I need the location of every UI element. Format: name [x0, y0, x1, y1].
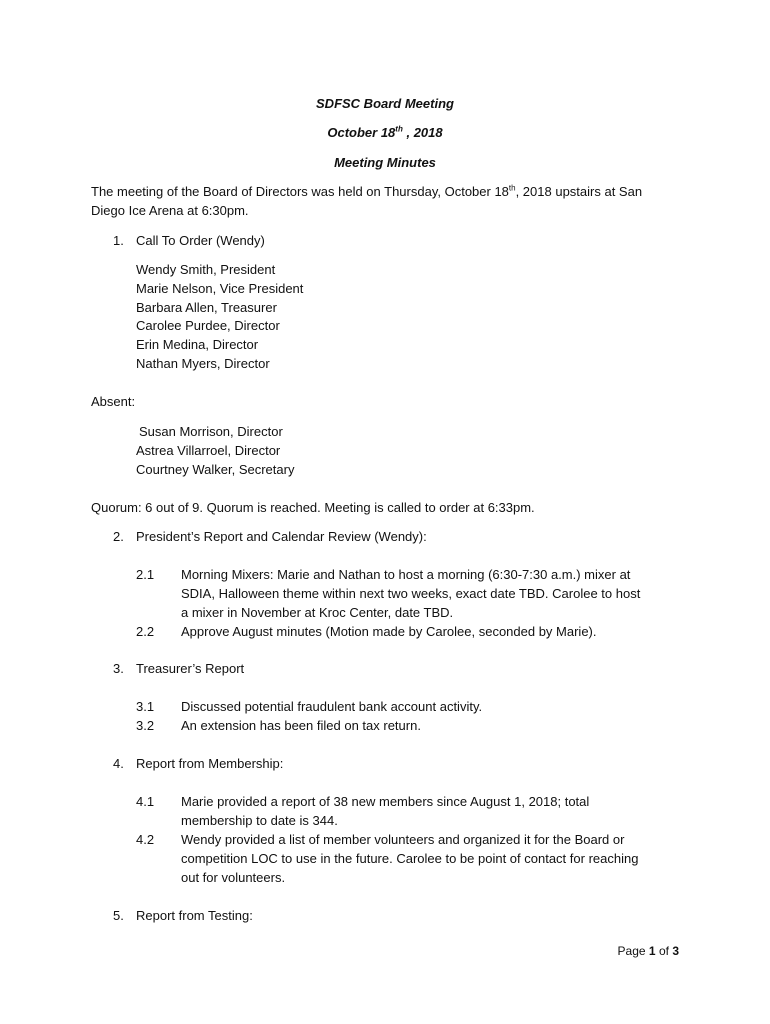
absent-label: Absent:	[91, 394, 136, 409]
item-number: 1.	[113, 233, 124, 248]
subitem-text: out for volunteers.	[181, 870, 286, 885]
subitem-text: Wendy provided a list of member volunteers and organized it for the Board or	[181, 832, 625, 847]
meeting-title: SDFSC Board Meeting	[316, 96, 454, 111]
subitem-text: Discussed potential fraudulent bank account activity.	[181, 699, 483, 714]
item-number: 3.	[113, 661, 124, 676]
item-heading-call-to-order: Call To Order (Wendy)	[136, 233, 265, 248]
attendee: Wendy Smith, President	[136, 262, 276, 277]
item-heading-membership: Report from Membership:	[136, 756, 284, 771]
subitem-text: SDIA, Halloween theme within next two weeks, exact date TBD. Carolee to host	[181, 586, 641, 601]
subitem-text: membership to date is 344.	[181, 813, 338, 828]
subitem-number: 4.2	[136, 832, 155, 847]
item-heading-treasurers-report: Treasurer’s Report	[136, 661, 245, 676]
absentee: Susan Morrison, Director	[139, 424, 283, 439]
attendee: Barbara Allen, Treasurer	[136, 300, 277, 315]
subitem-number: 2.2	[136, 624, 155, 639]
subitem-text: Marie provided a report of 38 new members since August 1, 2018; total	[181, 794, 590, 809]
page-number: Page 1 of 3	[617, 944, 679, 958]
item-number: 2.	[113, 529, 124, 544]
item-number: 5.	[113, 908, 124, 923]
attendee: Nathan Myers, Director	[136, 356, 270, 371]
meeting-subtitle: Meeting Minutes	[334, 155, 436, 170]
subitem-number: 3.1	[136, 699, 155, 714]
quorum-statement: Quorum: 6 out of 9. Quorum is reached. Meeting is called to order at 6:33pm.	[91, 500, 535, 515]
subitem-text: Approve August minutes (Motion made by Carolee, seconded by Marie).	[181, 624, 597, 639]
subitem-text: competition LOC to use in the future. Carolee to be point of contact for reaching	[181, 851, 639, 866]
meeting-date: October 18th , 2018	[327, 124, 443, 140]
attendee: Erin Medina, Director	[136, 337, 259, 352]
intro-line-2: Diego Ice Arena at 6:30pm.	[91, 203, 249, 218]
absentee: Astrea Villarroel, Director	[136, 443, 281, 458]
subitem-text: Morning Mixers: Marie and Nathan to host a morning (6:30-7:30 a.m.) mixer at	[181, 567, 631, 582]
intro-line-1: The meeting of the Board of Directors was held on Thursday, October 18th, 2018 upstairs at San	[91, 183, 643, 199]
absentee: Courtney Walker, Secretary	[136, 462, 295, 477]
subitem-number: 4.1	[136, 794, 155, 809]
subitem-text: An extension has been filed on tax return.	[181, 718, 421, 733]
attendee: Carolee Purdee, Director	[136, 318, 280, 333]
item-heading-testing: Report from Testing:	[136, 908, 253, 923]
subitem-number: 2.1	[136, 567, 155, 582]
attendee: Marie Nelson, Vice President	[136, 281, 304, 296]
item-number: 4.	[113, 756, 124, 771]
subitem-text: a mixer in November at Kroc Center, date TBD.	[181, 605, 454, 620]
subitem-number: 3.2	[136, 718, 155, 733]
item-heading-presidents-report: President’s Report and Calendar Review (Wendy):	[136, 529, 427, 544]
